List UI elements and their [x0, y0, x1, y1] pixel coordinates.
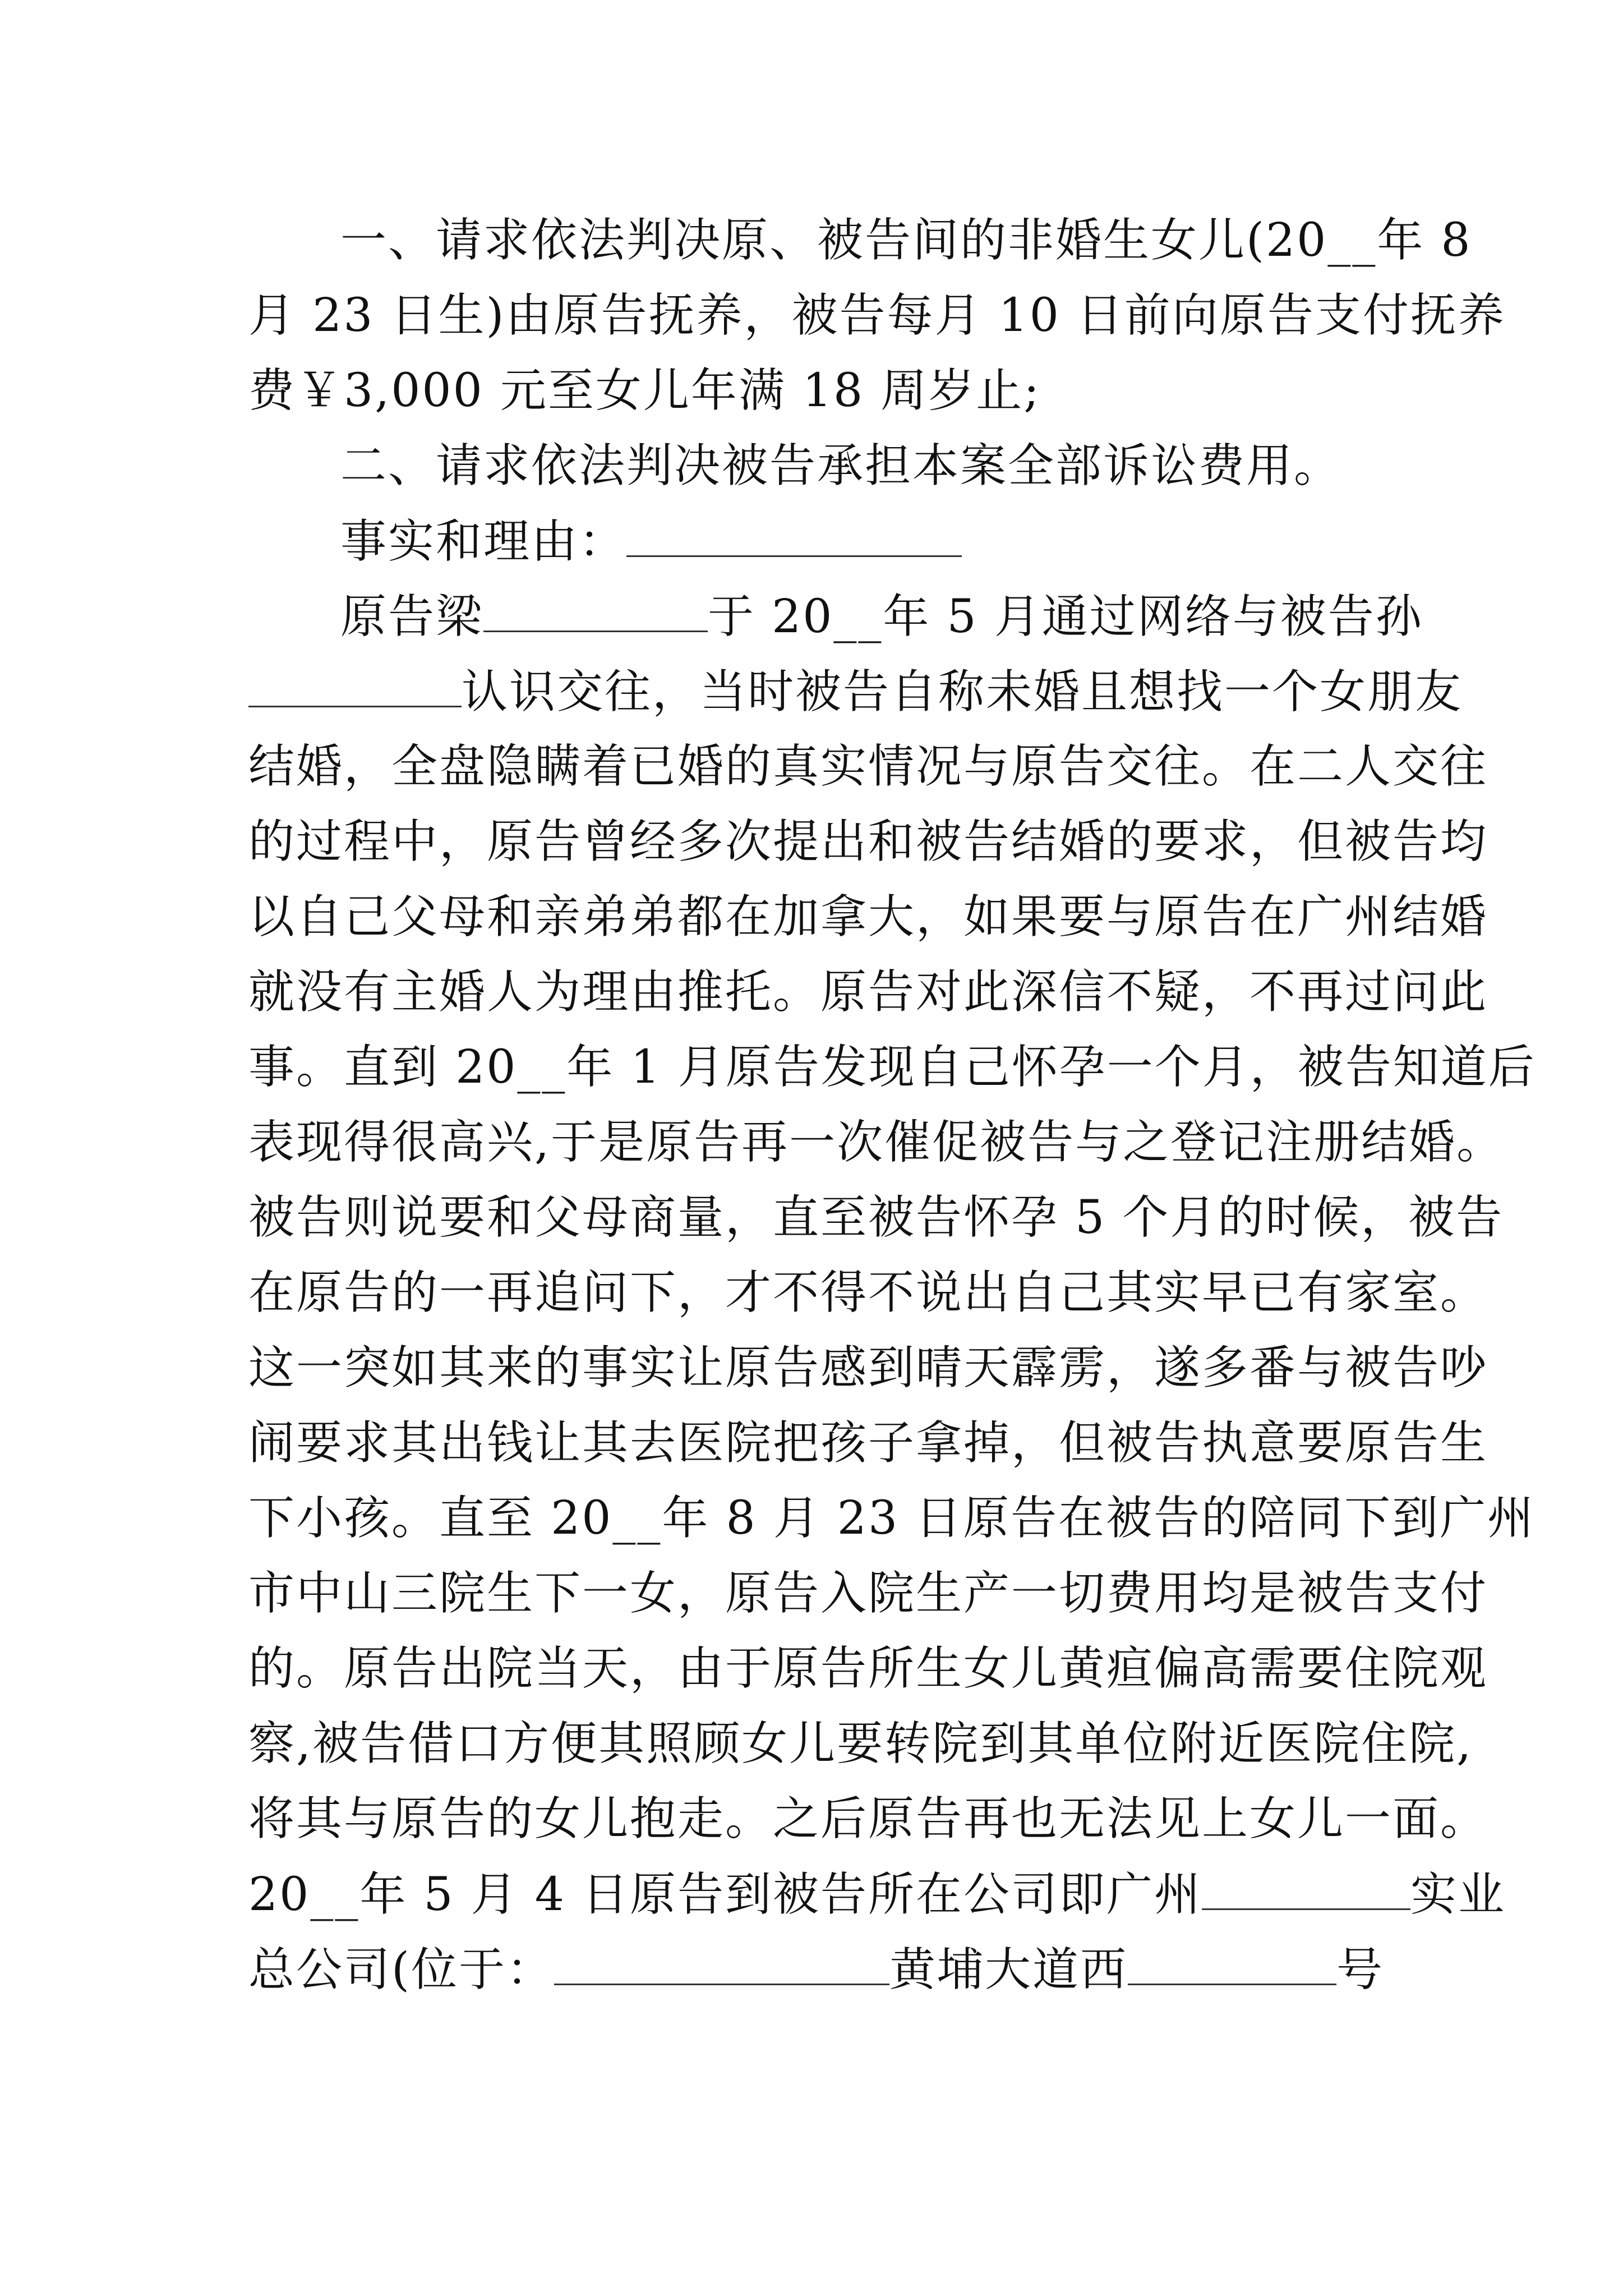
claim-1-line-1	[340, 203, 1472, 278]
facts-text-13: 下小孩。直至 20__年 8 月 23 日原告在被告的陪同下到广州	[248, 1492, 1536, 1545]
facts-line-6	[248, 955, 1488, 1030]
facts-text-1a: 原告梁	[340, 590, 484, 643]
facts-text-19c: 号	[1336, 1943, 1385, 1996]
claim-2-text: 二、请求依法判决被告承担本案全部诉讼费用。	[340, 439, 1342, 493]
facts-text-8: 表现得很高兴,于是原告再一次催促被告与之登记注册结婚。	[248, 1116, 1505, 1169]
facts-text-19b: 黄埔大道西	[889, 1943, 1128, 1996]
facts-line-14	[248, 1556, 1488, 1631]
facts-text-4: 的过程中，原告曾经多次提出和被告结婚的要求，但被告均	[248, 815, 1488, 868]
claim-1-text-1: 一、请求依法判决原、被告间的非婚生女儿(20__年 8	[340, 214, 1472, 267]
facts-line-15	[248, 1631, 1488, 1706]
claim-1-line-2	[248, 278, 1506, 353]
facts-text-16: 察,被告借口方便其照顾女儿要转院到其单位附近医院住院,	[248, 1717, 1473, 1770]
facts-text-15: 的。原告出院当天，由于原告所生女儿黄疸偏高需要住院观	[248, 1642, 1488, 1695]
facts-heading-blank	[626, 504, 962, 557]
facts-line-1	[340, 579, 1423, 654]
claim-2-line	[340, 429, 1387, 504]
company-name-blank	[1202, 1857, 1410, 1910]
facts-text-5: 以自己父母和亲弟弟都在加拿大，如果要与原告在广州结婚	[248, 890, 1488, 944]
facts-text-9: 被告则说要和父母商量，直至被告怀孕 5 个月的时候，被告	[248, 1191, 1504, 1244]
facts-text-14: 市中山三院生下一女，原告入院生产一切费用均是被告支付	[248, 1567, 1488, 1620]
facts-text-11: 这一突如其来的事实让原告感到晴天霹雳，遂多番与被告吵	[248, 1341, 1488, 1395]
facts-line-4	[248, 804, 1488, 880]
facts-line-17	[248, 1782, 1488, 1857]
facts-line-13	[248, 1481, 1536, 1556]
plaintiff-name-blank	[483, 579, 708, 632]
facts-text-2: 认识交往，当时被告自称未婚且想找一个女朋友	[462, 665, 1463, 719]
facts-text-17: 将其与原告的女儿抱走。之后原告再也无法见上女儿一面。	[248, 1792, 1488, 1846]
facts-text-1b: 于 20__年 5 月通过网络与被告孙	[708, 590, 1423, 643]
facts-line-7	[248, 1030, 1536, 1105]
facts-heading-line	[340, 504, 1387, 579]
facts-text-6: 就没有主婚人为理由推托。原告对此深信不疑，不再过问此	[248, 965, 1488, 1019]
facts-line-9	[248, 1180, 1504, 1255]
claim-1-line-3	[248, 353, 1387, 429]
facts-line-16	[248, 1706, 1473, 1782]
facts-text-3: 结婚，全盘隐瞒着已婚的真实情况与原告交往。在二人交往	[248, 740, 1488, 793]
facts-line-8	[248, 1105, 1505, 1180]
facts-line-18	[248, 1857, 1506, 1932]
facts-text-19a: 总公司(位于：	[248, 1943, 554, 1996]
address-blank	[554, 1932, 889, 1985]
defendant-name-blank	[248, 654, 462, 707]
facts-text-10: 在原告的一再追问下，才不得不说出自己其实早已有家室。	[248, 1266, 1488, 1319]
facts-line-19	[248, 1932, 1387, 2007]
claim-1-text-3: 费￥3,000 元至女儿年满 18 周岁止;	[248, 364, 1041, 417]
facts-text-18b: 实业	[1410, 1868, 1506, 1921]
facts-text-12: 闹要求其出钱让其去医院把孩子拿掉，但被告执意要原告生	[248, 1416, 1488, 1470]
facts-line-11	[248, 1331, 1488, 1406]
facts-heading: 事实和理由：	[340, 515, 627, 568]
facts-line-2	[248, 654, 1463, 729]
street-number-blank	[1128, 1932, 1336, 1985]
facts-line-5	[248, 880, 1488, 955]
facts-line-3	[248, 729, 1488, 804]
facts-line-12	[248, 1406, 1488, 1481]
facts-text-18a: 20__年 5 月 4 日原告到被告所在公司即广州	[248, 1868, 1202, 1921]
facts-text-7: 事。直到 20__年 1 月原告发现自己怀孕一个月，被告知道后	[248, 1041, 1536, 1094]
facts-line-10	[248, 1255, 1488, 1331]
claim-1-text-2: 月 23 日生)由原告抚养，被告每月 10 日前向原告支付抚养	[248, 289, 1506, 342]
